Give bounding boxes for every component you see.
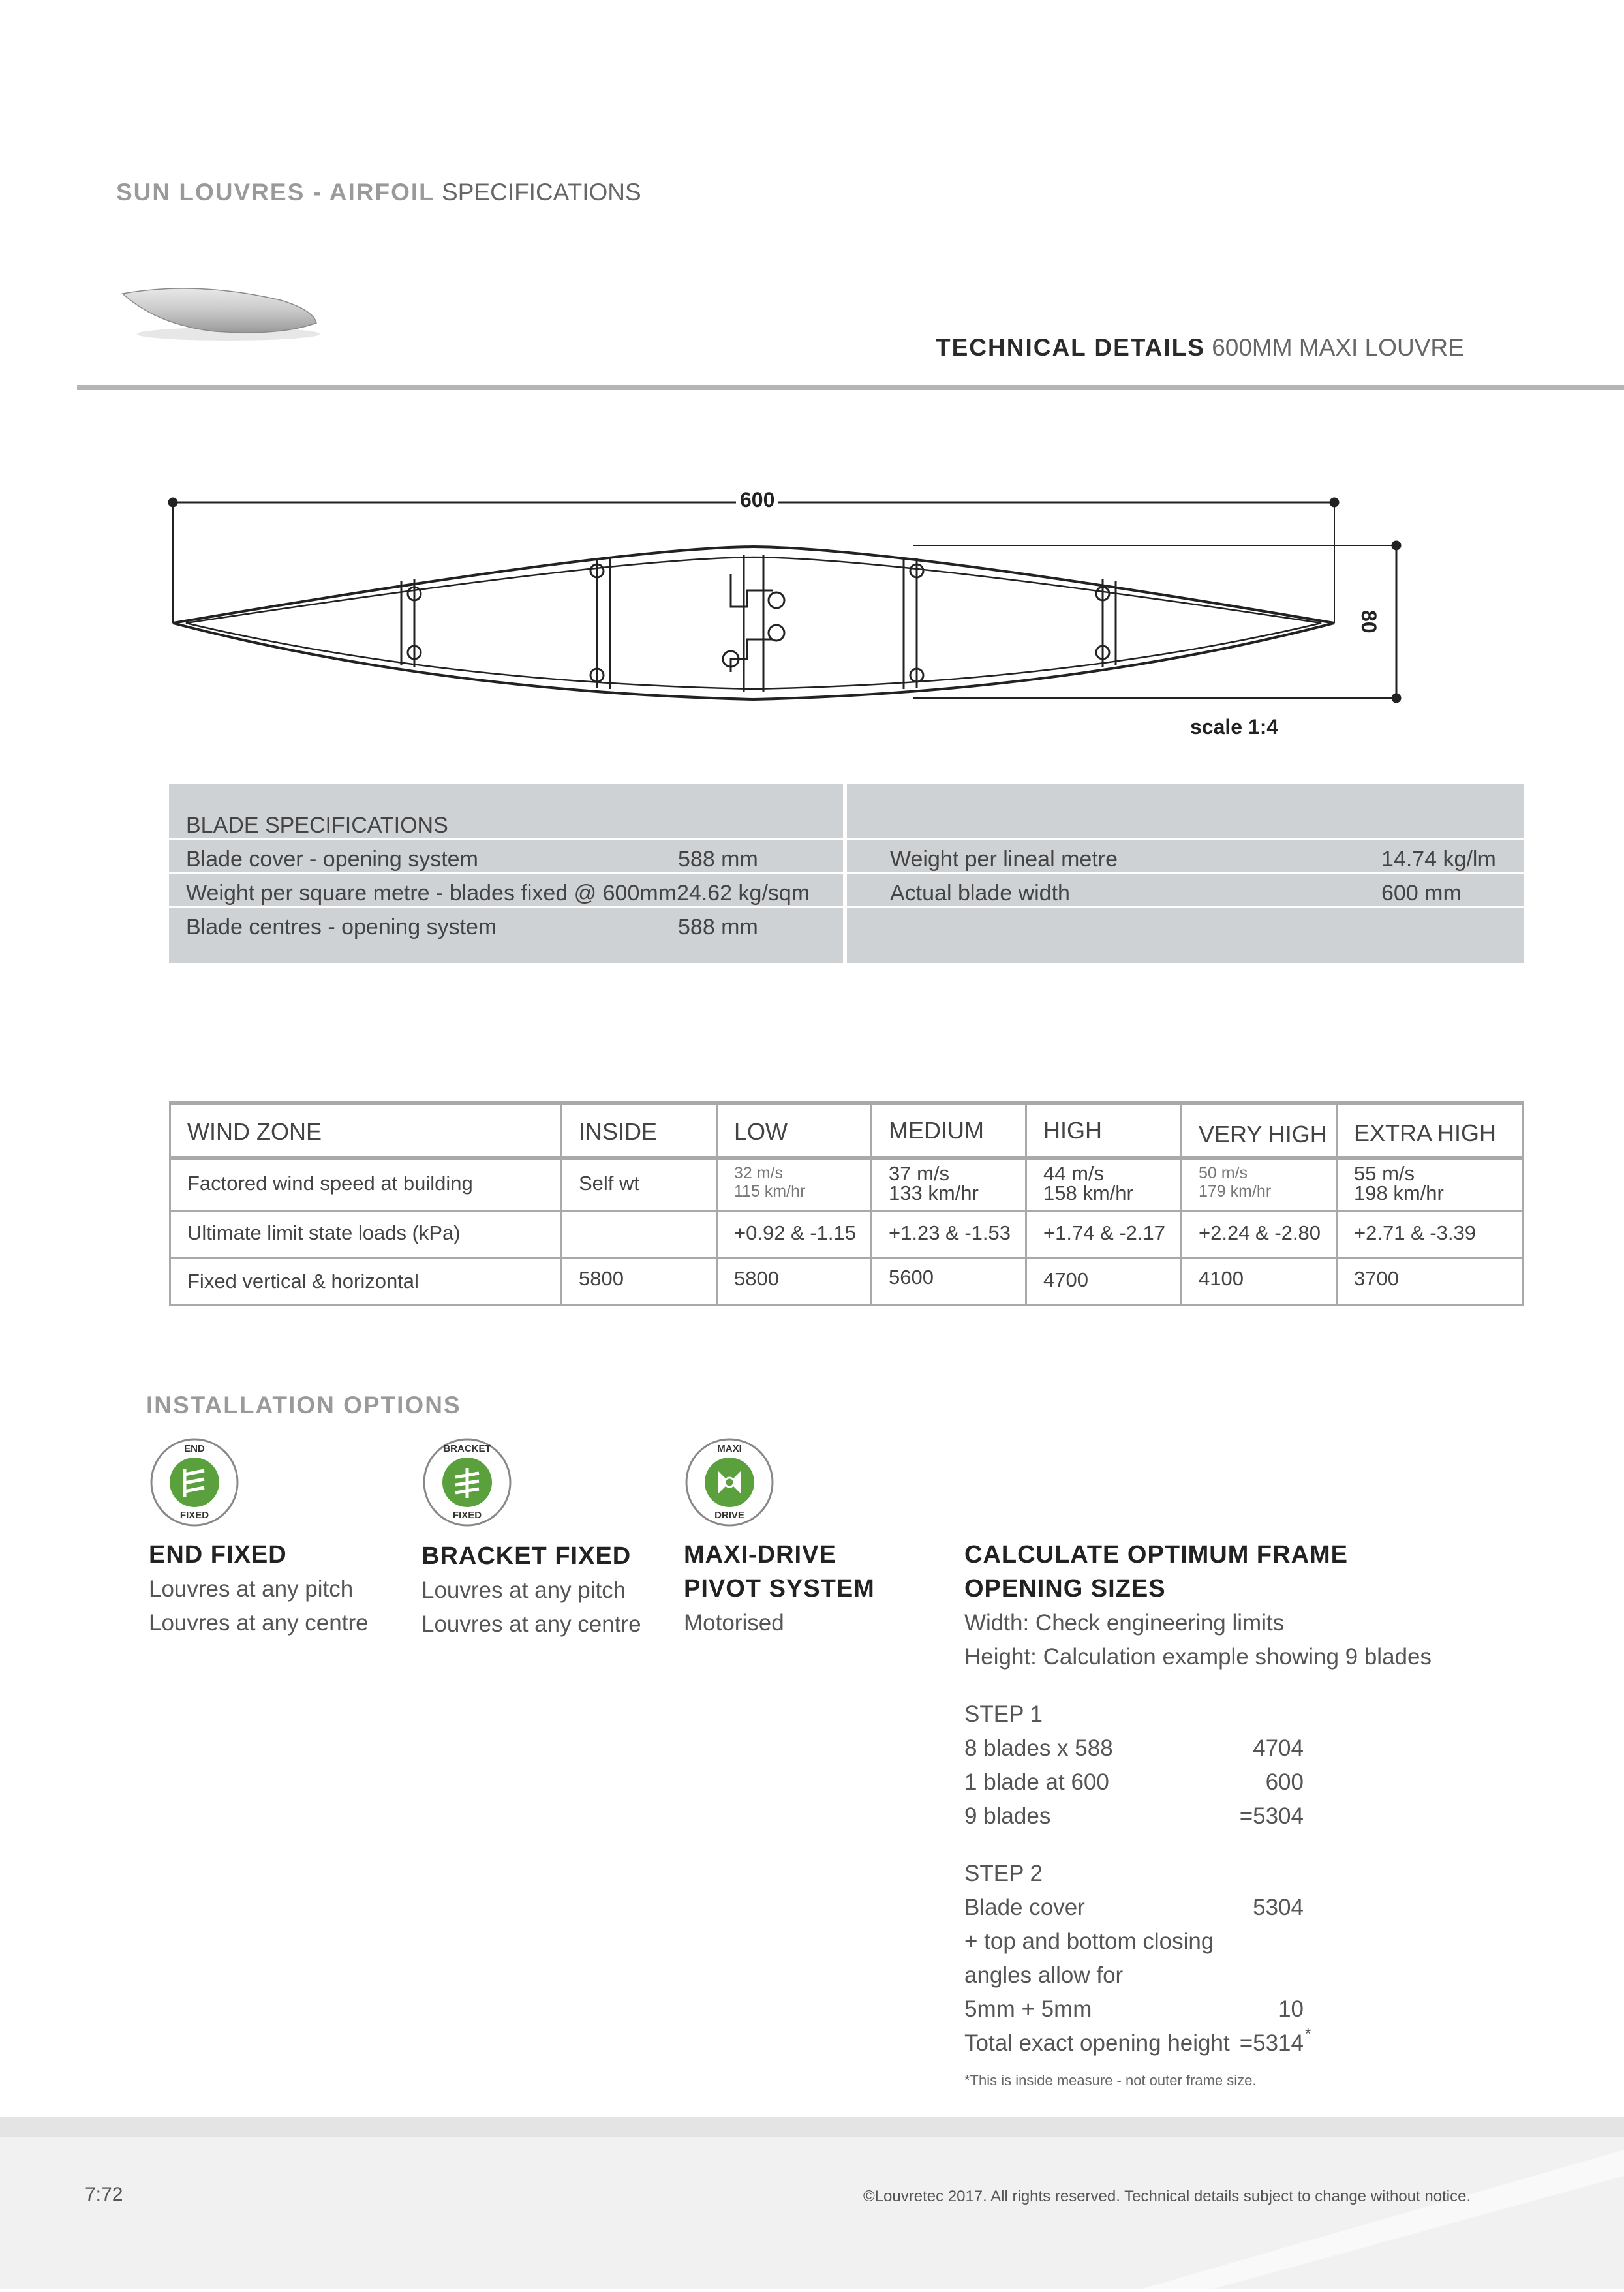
table-rule — [169, 1304, 1524, 1306]
step-title: STEP 2 — [964, 1861, 1043, 1886]
wind-cell — [1199, 1164, 1271, 1200]
calc-label: Total exact opening height — [964, 2030, 1230, 2056]
option-title: END FIXED — [149, 1541, 287, 1568]
header-divider — [77, 385, 1624, 390]
table-column-line — [1336, 1101, 1338, 1306]
blade-specs-title: BLADE SPECIFICATIONS — [186, 813, 448, 838]
wind-header: HIGH — [1043, 1117, 1102, 1144]
wind-header: LOW — [734, 1118, 788, 1145]
table-rule — [169, 1156, 1524, 1160]
technical-details-light: 600MM MAXI LOUVRE — [1212, 334, 1464, 361]
wind-speed-ms: 44 m/s — [1043, 1162, 1105, 1185]
spec-label: Weight per lineal metre — [890, 847, 1118, 872]
spec-value: 600 mm — [1381, 881, 1462, 906]
copyright-text: ©Louvretec 2017. All rights reserved. Technical details subject to change without notice. — [863, 2188, 1471, 2205]
calc-value: 600 — [1265, 1769, 1304, 1795]
wind-header: INSIDE — [579, 1118, 658, 1145]
installation-options-title: INSTALLATION OPTIONS — [146, 1392, 461, 1418]
badge-top-text: BRACKET — [443, 1443, 491, 1454]
badge-top-text: MAXI — [717, 1443, 742, 1454]
wind-zone-table — [169, 1101, 1524, 1306]
table-rule — [169, 1101, 1524, 1105]
wind-cell: +2.24 & -2.80 — [1199, 1221, 1321, 1244]
footer-decoration — [1044, 2137, 1624, 2289]
spec-value: 588 mm — [678, 915, 758, 940]
option-line: Motorised — [684, 1610, 784, 1636]
spec-label: Blade centres - opening system — [186, 915, 497, 940]
badge-top-text: END — [184, 1443, 205, 1454]
bracket-fixed-badge-icon — [421, 1437, 513, 1528]
table-column-line — [560, 1101, 562, 1306]
wind-cell: +2.71 & -3.39 — [1354, 1221, 1476, 1244]
wind-speed-kmh: 115 km/hr — [734, 1182, 806, 1200]
wind-cell: +1.23 & -1.53 — [889, 1221, 1011, 1244]
wind-cell — [734, 1164, 805, 1200]
table-rule — [169, 1210, 1524, 1212]
wind-speed-kmh: 198 km/hr — [1354, 1182, 1444, 1204]
wind-speed-kmh: 133 km/hr — [889, 1182, 979, 1204]
wind-speed-ms: 32 m/s — [734, 1164, 784, 1182]
calc-value: =5304 — [1239, 1803, 1304, 1829]
spec-label: Weight per square metre - blades fixed @ 600mm — [186, 881, 677, 906]
profile-drawing — [157, 476, 1435, 750]
spec-label: Blade cover - opening system — [186, 847, 478, 872]
calc-value: 5304 — [1253, 1895, 1304, 1920]
blade-specifications-table — [169, 784, 1524, 963]
table-column-line — [716, 1101, 718, 1306]
spec-value: 24.62 kg/sqm — [677, 881, 810, 906]
scale-label: scale 1:4 — [1190, 715, 1279, 739]
asterisk-mark: * — [1305, 2025, 1311, 2043]
technical-details-bold: TECHNICAL DETAILS — [936, 334, 1205, 361]
calc-label: + top and bottom closing — [964, 1929, 1214, 1954]
wind-row-label: Factored wind speed at building — [187, 1172, 473, 1195]
page-heading-bold: SUN LOUVRES - AIRFOIL — [116, 179, 435, 206]
wind-speed-ms: 55 m/s — [1354, 1162, 1415, 1185]
wind-header: MEDIUM — [889, 1117, 984, 1144]
option-line: Louvres at any pitch — [421, 1578, 626, 1603]
height-dimension-label: 80 — [1357, 610, 1381, 634]
table-column-line — [1025, 1101, 1027, 1306]
wind-cell: +1.74 & -2.17 — [1043, 1221, 1165, 1244]
wind-cell: Self wt — [579, 1172, 640, 1195]
calc-label: angles allow for — [964, 1963, 1124, 1988]
page-number: 7:72 — [85, 2184, 123, 2205]
spec-value: 588 mm — [678, 847, 758, 872]
wind-header: EXTRA HIGH — [1354, 1120, 1497, 1146]
badge-bottom-text: FIXED — [179, 1510, 209, 1521]
table-column-line — [1522, 1101, 1524, 1306]
option-title: BRACKET FIXED — [421, 1542, 632, 1570]
wind-row-label: Fixed vertical & horizontal — [187, 1270, 419, 1292]
technical-details-heading — [936, 334, 1464, 361]
spec-label: Actual blade width — [890, 881, 1070, 906]
calculate-title: CALCULATE OPTIMUM FRAME — [964, 1541, 1349, 1568]
table-column-line — [870, 1101, 872, 1306]
option-line: Louvres at any centre — [421, 1612, 641, 1637]
end-fixed-badge-icon — [149, 1437, 240, 1528]
calc-value: 4704 — [1253, 1735, 1304, 1761]
calc-value: =5314 — [1239, 2030, 1304, 2056]
table-rule — [169, 1257, 1524, 1259]
calc-label: 8 blades x 588 — [964, 1735, 1113, 1761]
wind-header: WIND ZONE — [187, 1118, 322, 1145]
wind-cell: 4700 — [1043, 1268, 1088, 1291]
calc-label: 9 blades — [964, 1803, 1051, 1829]
table-column-line — [1180, 1101, 1182, 1306]
wind-header: VERY HIGH — [1199, 1121, 1327, 1148]
wind-cell: 3700 — [1354, 1267, 1399, 1290]
footer-band-top — [0, 2117, 1624, 2137]
wind-cell: 5800 — [734, 1267, 779, 1290]
width-dimension-label: 600 — [736, 488, 778, 512]
wind-cell: +0.92 & -1.15 — [734, 1221, 856, 1244]
step-title: STEP 1 — [964, 1702, 1043, 1727]
wind-cell — [889, 1164, 979, 1203]
wind-cell — [1354, 1164, 1444, 1203]
width-note: Width: Check engineering limits — [964, 1610, 1285, 1636]
page-heading — [116, 179, 641, 206]
height-note: Height: Calculation example showing 9 blades — [964, 1644, 1432, 1670]
wind-speed-ms: 37 m/s — [889, 1162, 950, 1185]
wind-speed-kmh: 158 km/hr — [1043, 1182, 1133, 1204]
calc-label: 1 blade at 600 — [964, 1769, 1109, 1795]
wind-row-label: Ultimate limit state loads (kPa) — [187, 1221, 461, 1244]
calc-label: Blade cover — [964, 1895, 1085, 1920]
footnote: *This is inside measure - not outer frame size. — [964, 2072, 1257, 2088]
calc-value: 10 — [1278, 1996, 1304, 2022]
spec-value: 14.74 kg/lm — [1381, 847, 1496, 872]
calc-label: 5mm + 5mm — [964, 1996, 1092, 2022]
wind-cell — [1043, 1164, 1133, 1203]
page-heading-light: SPECIFICATIONS — [442, 179, 641, 206]
wind-speed-kmh: 179 km/hr — [1199, 1182, 1272, 1200]
louvre-blade-image — [117, 274, 326, 346]
option-line: Louvres at any pitch — [149, 1576, 354, 1602]
wind-speed-ms: 50 m/s — [1199, 1164, 1248, 1182]
wind-cell: 5800 — [579, 1267, 624, 1290]
option-title: MAXI-DRIVE — [684, 1541, 836, 1568]
wind-cell: 4100 — [1199, 1267, 1244, 1290]
badge-bottom-text: DRIVE — [714, 1510, 744, 1521]
option-title: PIVOT SYSTEM — [684, 1575, 875, 1602]
option-line: Louvres at any centre — [149, 1610, 369, 1636]
spec-row-divider — [847, 838, 1524, 840]
calculate-title: OPENING SIZES — [964, 1575, 1166, 1602]
wind-cell: 5600 — [889, 1266, 934, 1289]
badge-bottom-text: FIXED — [452, 1510, 482, 1521]
table-column-line — [169, 1101, 171, 1306]
maxi-drive-badge-icon — [684, 1437, 775, 1528]
